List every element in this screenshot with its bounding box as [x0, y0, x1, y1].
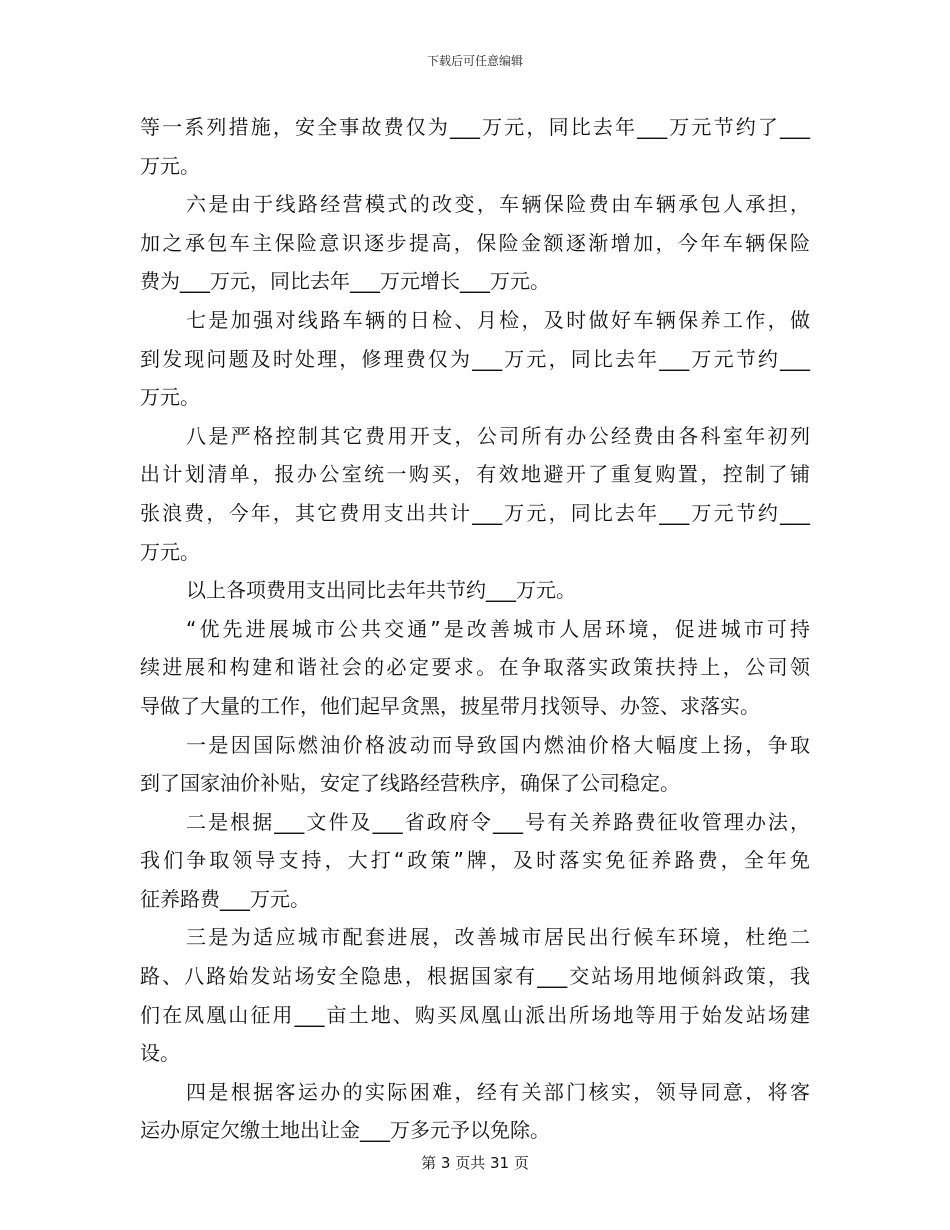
- text-line: “优先进展城市公共交通”是改善城市人居环境，促进城市可持: [186, 616, 810, 641]
- text-line: 四是根据客运办的实际困难，经有关部门核实，领导同意，将客: [186, 1079, 810, 1104]
- text-line: 万元。: [140, 385, 200, 410]
- text-line: 七是加强对线路车辆的日检、月检，及时做好车辆保养工作，做: [186, 307, 810, 332]
- text-line: 征养路费___万元。: [140, 886, 310, 911]
- text-line: 导做了大量的工作，他们起早贪黑，披星带月找领导、办签、求落实。: [140, 693, 760, 718]
- text-line: 我们争取领导支持，大打“政策”牌，及时落实免征养路费，全年免: [140, 848, 810, 873]
- page-header: 下载后可任意编辑: [426, 54, 523, 68]
- text-line: 到发现问题及时处理，修理费仅为___万元，同比去年___万元节约___: [140, 346, 810, 371]
- text-line: 万元。: [140, 153, 200, 178]
- text-line: 路、八路始发站场安全隐患，根据国家有___交站场用地倾斜政策，我: [140, 964, 810, 989]
- text-line: 出计划清单，报办公室统一购买，有效地避开了重复购置，控制了铺: [140, 462, 810, 487]
- text-line: 以上各项费用支出同比去年共节约___万元。: [186, 578, 576, 603]
- text-line: 续进展和构建和谐社会的必定要求。在争取落实政策扶持上，公司领: [140, 655, 810, 680]
- text-line: 三是为适应城市配套进展，改善城市居民出行候车环境，杜绝二: [186, 925, 810, 950]
- text-line: 到了国家油价补贴，安定了线路经营秩序，确保了公司稳定。: [140, 771, 680, 796]
- text-line: 们在凤凰山征用___亩土地、购买凤凰山派出所场地等用于始发站场建: [140, 1002, 810, 1027]
- text-line: 万元。: [140, 539, 200, 564]
- text-line: 六是由于线路经营模式的改变，车辆保险费由车辆承包人承担，: [186, 192, 810, 217]
- text-line: 一是因国际燃油价格波动而导致国内燃油价格大幅度上扬，争取: [186, 732, 810, 757]
- text-line: 设。: [140, 1041, 180, 1066]
- text-line: 费为___万元，同比去年___万元增长___万元。: [140, 269, 550, 294]
- text-line: 加之承包车主保险意识逐步提高，保险金额逐渐增加，今年车辆保险: [140, 230, 810, 255]
- text-line: 八是严格控制其它费用开支，公司所有办公经费由各科室年初列: [186, 423, 810, 448]
- text-line: 张浪费，今年，其它费用支出共计___万元，同比去年___万元节约___: [140, 500, 810, 525]
- document-body: [140, 108, 810, 1150]
- page-footer: 第 3 页共 31 页: [421, 1154, 529, 1172]
- text-line: 二是根据___文件及___省政府令___号有关养路费征收管理办法，: [186, 809, 810, 834]
- text-line: 等一系列措施，安全事故费仅为___万元，同比去年___万元节约了___: [140, 115, 810, 139]
- text-line: 运办原定欠缴土地出让金___万多元予以免除。: [140, 1118, 550, 1143]
